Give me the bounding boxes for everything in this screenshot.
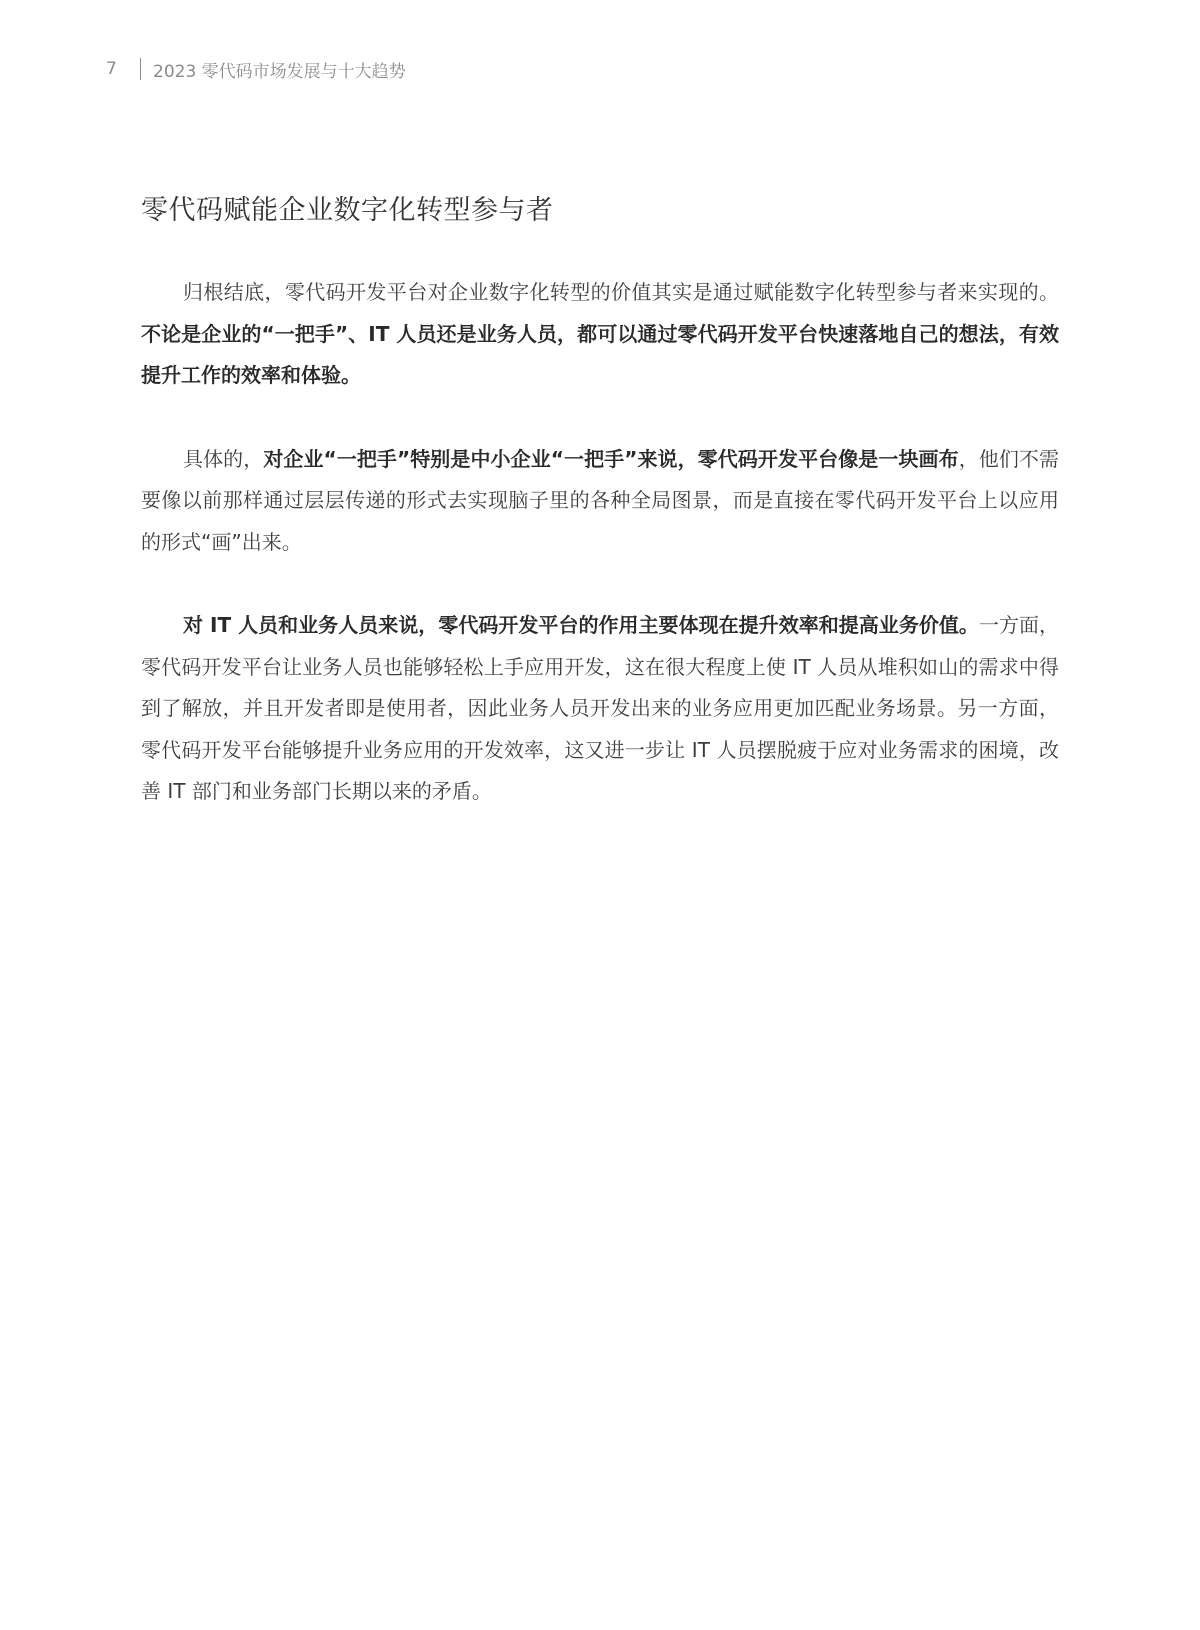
section-heading: 零代码赋能企业数字化转型参与者 — [141, 195, 554, 226]
paragraph-1-text: 归根结底，零代码开发平台对企业数字化转型的价值其实是通过赋能数字化转型参与者来实现的。 — [183, 280, 1059, 304]
body-text — [141, 272, 1059, 855]
paragraph-1 — [141, 272, 1059, 397]
paragraph-3-emphasis: 对 IT 人员和业务人员来说，零代码开发平台的作用主要体现在提升效率和提高业务价值。 — [183, 613, 979, 637]
document-title: 2023 零代码市场发展与十大趋势 — [153, 61, 406, 82]
paragraph-2-text: ，他们不需要像以前那样通过层层传递的形式去实现脑子里的各种全局图景，而是直接在零代码开发平台上以应用的形式“画”出来。 — [141, 446, 1060, 554]
paragraph-2-lead: 具体的， — [183, 446, 264, 471]
paragraph-3 — [141, 605, 1059, 813]
paragraph-1-emphasis: 不论是企业的“一把手”、IT 人员还是业务人员，都可以通过零代码开发平台快速落地自己的想法，有效提升工作的效率和体验。 — [141, 321, 1059, 387]
paragraph-2 — [141, 439, 1059, 564]
paragraph-3-text: 一方面，零代码开发平台让业务人员也能够轻松上手应用开发，这在很大程度上使 IT 人员从堆积如山的需求中得到了解放，并且开发者即是使用者，因此业务人员开发出来的业务应用更加匹配业务场景。另一方面，零代码开发平台能够提升业务应用的开发效率，这又进一步让 IT 人员摆脱疲于应对业务需求的困境，改善 IT 部门和业务部门长期以来的矛盾。 — [141, 613, 1060, 803]
running-header — [106, 56, 406, 82]
header-divider — [140, 58, 141, 80]
page-number: 7 — [106, 59, 117, 79]
paragraph-2-emphasis: 对企业“一把手”特别是中小企业“一把手”来说，零代码开发平台像是一块画布 — [263, 446, 959, 471]
